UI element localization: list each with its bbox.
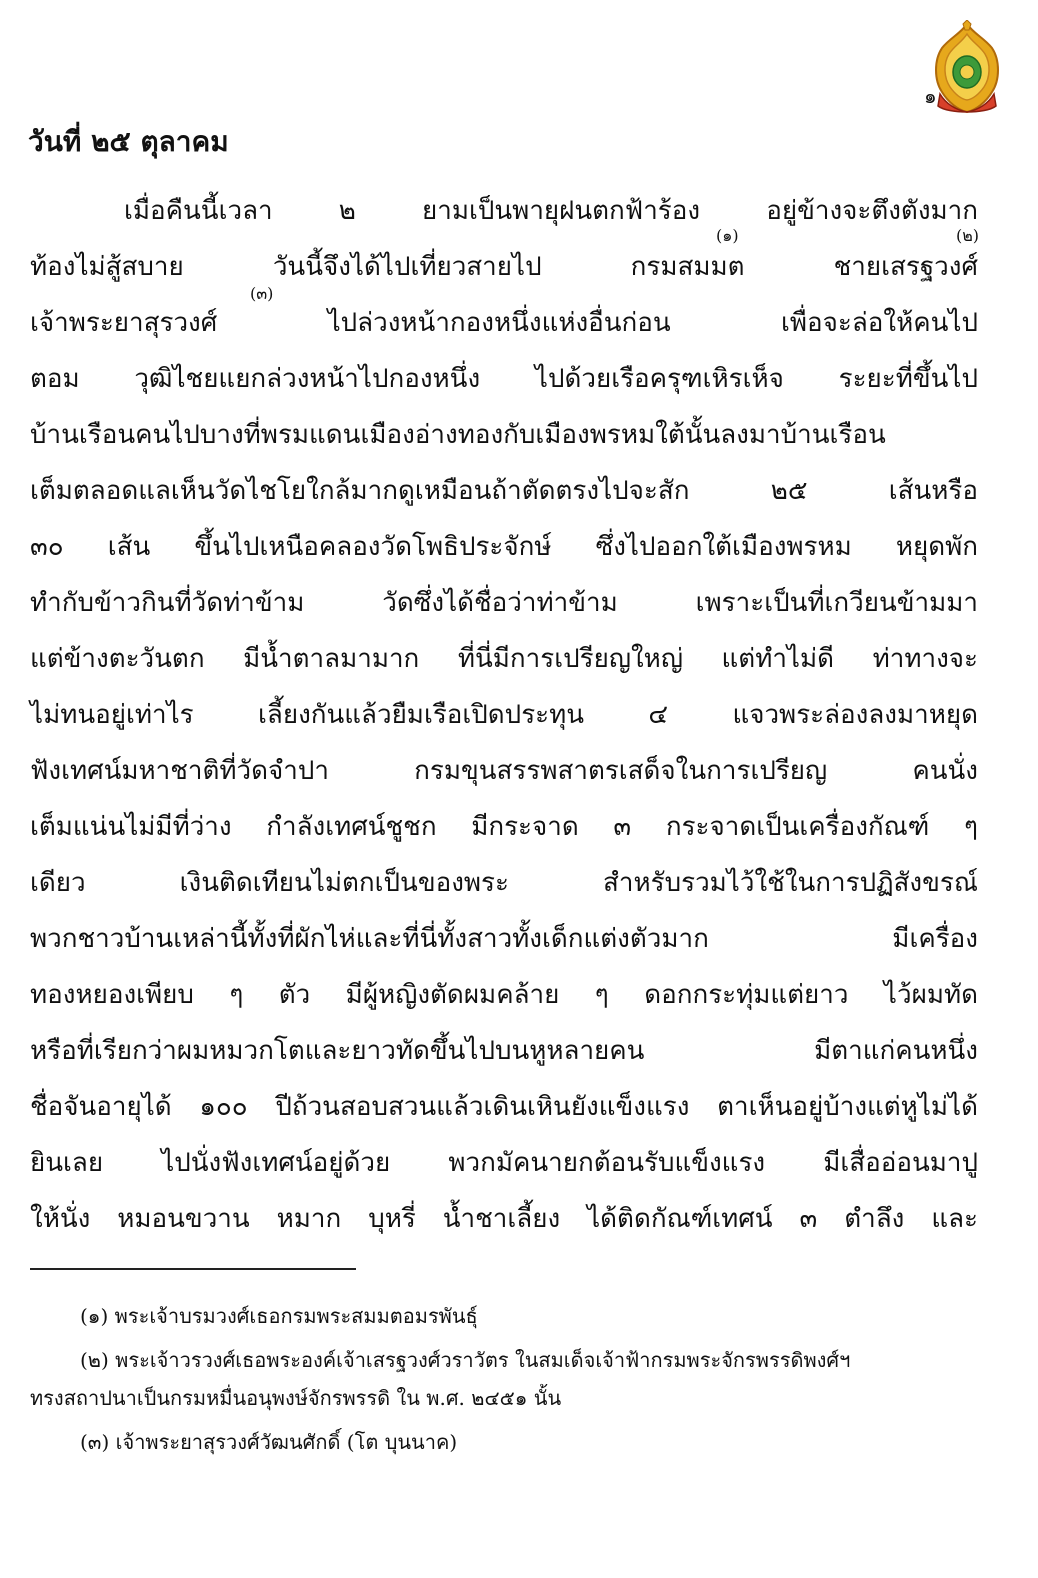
- body-line-9: แต่ข้างตะวันตก มีน้ำตาลมามาก ที่นี่มีการเปรียญใหญ่ แต่ทำไม่ดี ท่าทางจะ: [30, 644, 978, 674]
- footnote-ref-1: (๑): [716, 226, 739, 245]
- body-line-19: ให้นั่ง หมอนขวาน หมาก บุหรี่ น้ำชาเลี้ยง ได้ติดกัณฑ์เทศน์ ๓ ตำลึง และ: [30, 1204, 978, 1234]
- ministry-emblem-icon: [930, 20, 1004, 116]
- body-line-3: เจ้าพระยาสุรวงศ์ ไปล่วงหน้ากองหนึ่งแห่งอื่นก่อน เพื่อจะล่อให้คนไป: [30, 308, 978, 338]
- body-line-14: พวกชาวบ้านเหล่านี้ทั้งที่ผักไห่และที่นี่ทั้งสาวทั้งเด็กแต่งตัวมาก มีเครื่อง: [30, 924, 978, 954]
- body-line-2: ท้องไม่สู้สบาย วันนี้จึงได้ไปเที่ยวสายไป กรมสมมต ชายเสรฐวงศ์: [30, 252, 978, 282]
- body-line-11: ฟังเทศน์มหาชาติที่วัดจำปา กรมขุนสรรพสาตรเสด็จในการเปรียญ คนนั่ง: [30, 756, 978, 786]
- body-line-15: ทองหยองเพียบ ๆ ตัว มีผู้หญิงตัดผมคล้าย ๆ ดอกกระทุ่มแต่ยาว ไว้ผมทัด: [30, 980, 978, 1010]
- footnote-2-continued: ทรงสถาปนาเป็นกรมหมื่นอนุพงษ์จักรพรรดิ ใน พ.ศ. ๒๔๕๑ นั้น: [30, 1386, 562, 1410]
- footnote-1: (๑) พระเจ้าบรมวงศ์เธอกรมพระสมมตอมรพันธุ์: [80, 1304, 478, 1328]
- body-line-7: ๓๐ เส้น ขึ้นไปเหนือคลองวัดโพธิประจักษ์ ซึ่งไปออกใต้เมืองพรหม หยุดพัก: [30, 532, 978, 562]
- body-line-8: ทำกับข้าวกินที่วัดท่าข้าม วัดซึ่งได้ชื่อว่าท่าข้าม เพราะเป็นที่เกวียนข้ามมา: [30, 588, 978, 618]
- body-line-1: เมื่อคืนนี้เวลา ๒ ยามเป็นพายุฝนตกฟ้าร้อง อยู่ข้างจะตึงตังมาก: [124, 196, 978, 226]
- footnote-ref-2: (๒): [956, 226, 980, 245]
- body-line-18: ยินเลย ไปนั่งฟังเทศน์อยู่ด้วย พวกมัคนายกต้อนรับแข็งแรง มีเสื่ออ่อนมาปู: [30, 1148, 978, 1178]
- footnote-2: (๒) พระเจ้าวรวงศ์เธอพระองค์เจ้าเสรฐวงศ์วราวัตร ในสมเด็จเจ้าฟ้ากรมพระจักรพรรดิพงศ์ฯ: [80, 1348, 851, 1372]
- footnote-3: (๓) เจ้าพระยาสุรวงศ์วัฒนศักดิ์ (โต บุนนาค): [80, 1430, 458, 1454]
- body-line-16: หรือที่เรียกว่าผมหมวกโตและยาวทัดขึ้นไปบนหูหลายคน มีตาแก่คนหนึ่ง: [30, 1036, 978, 1066]
- body-line-12: เต็มแน่นไม่มีที่ว่าง กำลังเทศน์ชูชก มีกระจาด ๓ กระจาดเป็นเครื่องกัณฑ์ ๆ: [30, 812, 978, 842]
- footnote-divider: [30, 1268, 356, 1270]
- body-line-17: ชื่อจันอายุได้ ๑๐๐ ปีถ้วนสอบสวนแล้วเดินเหินยังแข็งแรง ตาเห็นอยู่บ้างแต่หูไม่ได้: [30, 1092, 978, 1122]
- body-line-10: ไม่ทนอยู่เท่าไร เลี้ยงกันแล้วยืมเรือเปิดประทุน ๔ แจวพระล่องลงมาหยุด: [30, 700, 978, 730]
- date-heading: วันที่ ๒๕ ตุลาคม: [28, 125, 229, 158]
- body-line-5: บ้านเรือนคนไปบางที่พรมแดนเมืองอ่างทองกับเมืองพรหมใต้นั้นลงมาบ้านเรือน: [30, 420, 886, 450]
- footnote-ref-3: (๓): [250, 284, 274, 303]
- page-number: ๑: [924, 84, 937, 108]
- body-line-4: ตอม วุฒิไชยแยกล่วงหน้าไปกองหนึ่ง ไปด้วยเรือครุฑเหิรเห็จ ระยะที่ขึ้นไป: [30, 364, 978, 394]
- body-line-13: เดียว เงินติดเทียนไม่ตกเป็นของพระ สำหรับรวมไว้ใช้ในการปฏิสังขรณ์: [30, 868, 978, 898]
- body-line-6: เต็มตลอดแลเห็นวัดไชโยใกล้มากดูเหมือนถ้าตัดตรงไปจะสัก ๒๕ เส้นหรือ: [30, 476, 978, 506]
